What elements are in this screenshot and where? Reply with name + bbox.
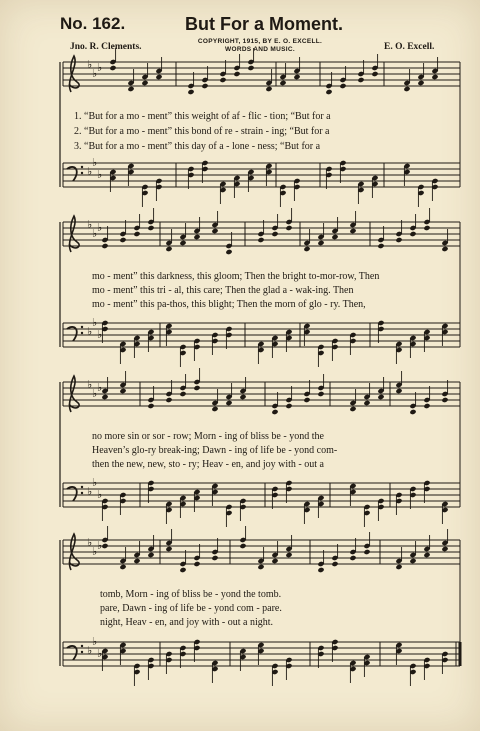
note-head (225, 249, 232, 255)
flat-icon: ♭ (92, 476, 98, 489)
note-head (147, 403, 154, 409)
note-head (187, 89, 194, 95)
note-head (293, 74, 300, 80)
note-head (395, 388, 402, 394)
note-head (109, 65, 116, 71)
flat-icon: ♭ (92, 67, 98, 80)
note-head (141, 80, 148, 86)
bass-clef-dot (81, 645, 83, 647)
note-head (403, 86, 410, 92)
flat-icon: ♭ (97, 61, 103, 74)
note-head (285, 225, 292, 231)
note-head (285, 403, 292, 409)
note-head (101, 394, 108, 400)
system-1-verse-2: 2. “But for a mo - ment” this bond of re - strain - ing; “But for a (74, 126, 330, 137)
note-head (431, 74, 438, 80)
note-head (423, 403, 430, 409)
bass-clef-dot (81, 326, 83, 328)
note-head (265, 86, 272, 92)
note-head (271, 409, 278, 415)
note-head (179, 391, 186, 397)
note-head (317, 240, 324, 246)
note-head (271, 231, 278, 237)
flat-icon: ♭ (97, 539, 103, 552)
note-head (147, 225, 154, 231)
note-head (303, 397, 310, 403)
hymn-number: No. 162. (60, 14, 126, 33)
flat-icon: ♭ (87, 325, 93, 338)
note-head (247, 65, 254, 71)
flat-icon: ♭ (87, 485, 93, 498)
note-head (193, 234, 200, 240)
note-head (331, 234, 338, 240)
note-head (285, 552, 292, 558)
note-head (317, 567, 324, 573)
note-head (279, 80, 286, 86)
flat-icon: ♭ (97, 488, 103, 501)
system-2-verse-3: mo - ment” this pa-thos, this blight; Then the morn of glo - ry. Then, (92, 299, 366, 310)
flat-icon: ♭ (87, 644, 93, 657)
note-head (179, 240, 186, 246)
note-head (357, 77, 364, 83)
note-head (239, 394, 246, 400)
note-head (271, 558, 278, 564)
flat-icon: ♭ (92, 227, 98, 240)
note-head (417, 80, 424, 86)
bass-clef-dot (81, 492, 83, 494)
flat-icon: ♭ (97, 381, 103, 394)
note-head (211, 555, 218, 561)
note-head (119, 237, 126, 243)
note-head (165, 246, 172, 252)
note-head (339, 83, 346, 89)
lyricist: Jno. R. Clements. (70, 42, 142, 52)
note-head (377, 243, 384, 249)
flat-icon: ♭ (97, 221, 103, 234)
note-head (193, 561, 200, 567)
system-4-verse-3: night, Heav - en, and joy with - out a night. (100, 617, 274, 628)
flat-icon: ♭ (97, 647, 103, 660)
system-4-verse-2: pare, Dawn - ing of life be - yond com - pare. (100, 603, 282, 614)
note-head (317, 391, 324, 397)
note-head (257, 237, 264, 243)
note-head (363, 400, 370, 406)
system-3-verse-1: no more sin or sor - row; Morn - ing of bliss be - yond the (92, 431, 324, 442)
note-head (363, 549, 370, 555)
bass-clef-dot (81, 172, 83, 174)
note-head (423, 552, 430, 558)
note-head (133, 558, 140, 564)
flat-icon: ♭ (92, 316, 98, 329)
note-head (409, 231, 416, 237)
note-head (395, 237, 402, 243)
note-head (257, 564, 264, 570)
flat-icon: ♭ (87, 165, 93, 178)
note-head (211, 406, 218, 412)
copyright-line-2: WORDS AND MUSIC. (225, 46, 295, 53)
flat-icon: ♭ (92, 635, 98, 648)
note-head (133, 231, 140, 237)
flat-icon: ♭ (92, 387, 98, 400)
note-head (441, 246, 448, 252)
note-head (423, 225, 430, 231)
flat-icon: ♭ (97, 328, 103, 341)
note-head (239, 543, 246, 549)
note-head (165, 397, 172, 403)
system-2-verse-1: mo - ment” this darkness, this gloom; Then the bright to-mor-row, Then (92, 271, 380, 282)
system-3-verse-3: then the new, new, sto - ry; Heav - en, and joy with - out a (92, 459, 324, 470)
note-head (155, 74, 162, 80)
note-head (119, 388, 126, 394)
note-head (441, 397, 448, 403)
note-head (119, 564, 126, 570)
flat-icon: ♭ (92, 156, 98, 169)
note-head (127, 86, 134, 92)
note-head (331, 561, 338, 567)
note-head (193, 385, 200, 391)
note-head (441, 546, 448, 552)
flat-icon: ♭ (92, 545, 98, 558)
bass-clef-dot (81, 486, 83, 488)
flat-icon: ♭ (87, 536, 93, 549)
note-head (395, 564, 402, 570)
note-head (179, 567, 186, 573)
system-1-verse-1: 1. “But for a mo - ment” this weight of af - flic - tion; “But for a (74, 111, 331, 122)
hymn-title: But For a Moment. (185, 14, 343, 34)
note-head (147, 552, 154, 558)
note-head (225, 400, 232, 406)
note-head (409, 409, 416, 415)
system-3-verse-2: Heaven’s glo-ry break-ing; Dawn - ing of life be - yond com- (92, 445, 338, 456)
note-head (303, 246, 310, 252)
bass-clef-dot (81, 651, 83, 653)
flat-icon: ♭ (87, 378, 93, 391)
note-head (371, 71, 378, 77)
composer: E. O. Excell. (384, 42, 435, 52)
note-head (101, 243, 108, 249)
note-head (165, 546, 172, 552)
note-head (349, 555, 356, 561)
note-head (409, 558, 416, 564)
note-head (325, 89, 332, 95)
note-head (233, 71, 240, 77)
copyright-line-1: COPYRIGHT, 1915, BY E. O. EXCELL. (197, 38, 323, 45)
flat-icon: ♭ (87, 58, 93, 71)
note-head (219, 77, 226, 83)
bass-clef-dot (81, 166, 83, 168)
system-4-verse-1: tomb, Morn - ing of bliss be - yond the tomb. (100, 589, 282, 600)
note-head (201, 83, 208, 89)
flat-icon: ♭ (87, 218, 93, 231)
note-head (211, 228, 218, 234)
system-1-verse-3: 3. “But for a mo - ment” this day of a - lone - ness; “But for a (74, 141, 321, 152)
note-head (101, 543, 108, 549)
system-2-verse-2: mo - ment” this tri - al, this care; Then the glad a - wak-ing. Then (92, 285, 354, 296)
note-head (377, 394, 384, 400)
note-head (349, 406, 356, 412)
note-head (349, 228, 356, 234)
bass-clef-dot (81, 332, 83, 334)
flat-icon: ♭ (97, 168, 103, 181)
